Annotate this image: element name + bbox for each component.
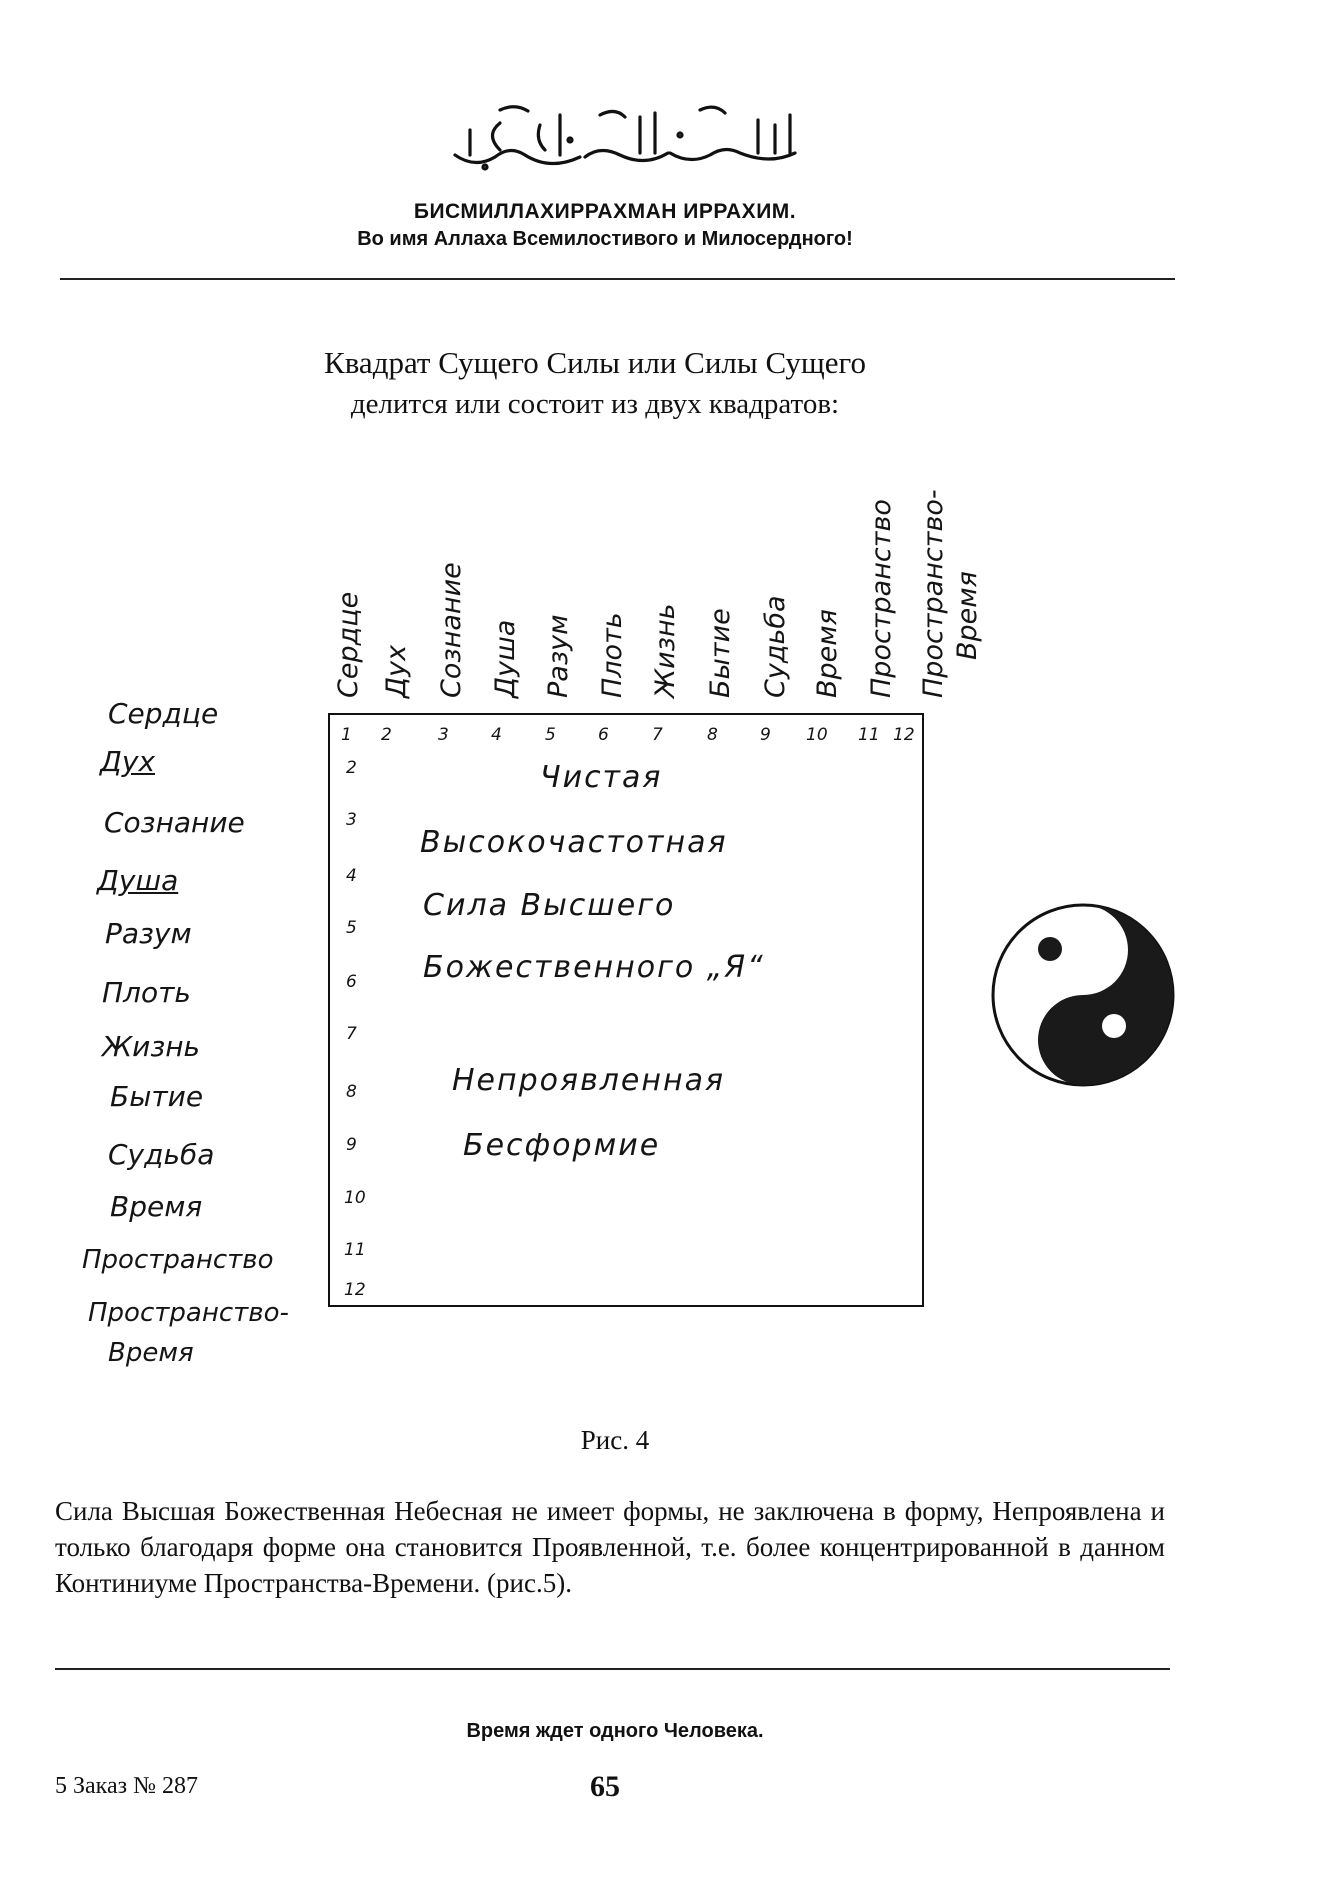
row-number: 7 bbox=[346, 1024, 357, 1044]
column-label: Дух bbox=[381, 644, 412, 698]
row-label: Время bbox=[108, 1338, 194, 1368]
row-number: 3 bbox=[346, 810, 357, 830]
header-divider bbox=[60, 278, 1175, 280]
column-label: Сознание bbox=[436, 562, 467, 698]
column-label: Пространство- bbox=[918, 489, 949, 698]
yin-yang-icon bbox=[990, 902, 1176, 1088]
column-number: 1 bbox=[341, 725, 352, 745]
column-label: Бытие bbox=[705, 608, 736, 698]
inner-text-line: Сила Высшего bbox=[423, 888, 676, 923]
row-number: 6 bbox=[346, 972, 357, 992]
column-number: 9 bbox=[760, 725, 771, 745]
column-label: Сердце bbox=[333, 591, 364, 698]
column-label: Судьба bbox=[760, 595, 791, 698]
column-label: Разум bbox=[543, 614, 574, 698]
footer-divider bbox=[55, 1668, 1170, 1670]
inner-text-line: Непроявленная bbox=[452, 1063, 726, 1098]
row-label: Душа bbox=[97, 864, 179, 897]
column-number: 11 bbox=[858, 725, 880, 745]
column-number: 3 bbox=[438, 725, 449, 745]
column-label: Жизнь bbox=[650, 603, 681, 698]
row-number: 10 bbox=[344, 1188, 366, 1208]
row-label: Время bbox=[110, 1190, 203, 1223]
row-number: 8 bbox=[346, 1082, 357, 1102]
column-number: 7 bbox=[652, 725, 663, 745]
row-number: 11 bbox=[344, 1240, 366, 1260]
column-number: 2 bbox=[381, 725, 392, 745]
force-square bbox=[328, 713, 924, 1307]
figure-title-line1: Квадрат Сущего Силы или Силы Сущего bbox=[324, 345, 866, 380]
row-label: Сознание bbox=[104, 806, 245, 839]
row-label: Жизнь bbox=[102, 1030, 201, 1063]
column-number: 8 bbox=[707, 725, 718, 745]
body-text: Сила Высшая Божественная Небесная не имеет формы, не заключена в форму, Непроявлена и только благодаря форме она становится Проявленной, т.е. более концентрированной в данном Континиуме Пространства-Времени. (рис.5). bbox=[55, 1496, 1165, 1598]
row-label: Плоть bbox=[102, 976, 191, 1009]
column-number: 6 bbox=[598, 725, 609, 745]
page-number: 65 bbox=[590, 1770, 620, 1803]
body-paragraph bbox=[55, 1493, 1165, 1601]
row-number: 4 bbox=[346, 866, 357, 886]
column-number: 5 bbox=[545, 725, 556, 745]
row-label: Пространство- bbox=[88, 1298, 289, 1328]
arabic-calligraphy-bismillah bbox=[440, 95, 810, 175]
row-number: 5 bbox=[346, 918, 357, 938]
footer-motto: Время ждет одного Человека. bbox=[466, 1720, 764, 1742]
row-number: 12 bbox=[344, 1280, 366, 1300]
column-label: Время bbox=[952, 571, 983, 660]
column-label: Время bbox=[812, 609, 843, 698]
column-label: Душа bbox=[490, 619, 521, 698]
inner-text-line: Бесформие bbox=[463, 1128, 661, 1163]
header-transliteration: БИСМИЛЛАХИРРАХМАН ИРРАХИМ. bbox=[413, 200, 797, 223]
inner-text-line: Чистая bbox=[540, 760, 663, 795]
column-number: 10 bbox=[806, 725, 828, 745]
column-label: Пространство bbox=[866, 499, 897, 698]
row-label: Судьба bbox=[108, 1138, 215, 1171]
figure-title-line2: делится или состоит из двух квадратов: bbox=[350, 388, 840, 420]
row-number: 9 bbox=[346, 1135, 357, 1155]
row-number: 2 bbox=[346, 758, 357, 778]
column-label: Плоть bbox=[597, 612, 628, 698]
row-label: Бытие bbox=[110, 1080, 204, 1113]
header-translation: Во имя Аллаха Всемилостивого и Милосердного! bbox=[357, 228, 853, 250]
row-label: Разум bbox=[105, 917, 192, 950]
column-number: 12 bbox=[893, 725, 915, 745]
row-label: Сердце bbox=[108, 697, 219, 730]
row-label: Пространство bbox=[82, 1245, 274, 1275]
print-order-number: 5 Заказ № 287 bbox=[55, 1773, 199, 1799]
inner-text-line: Божественного „Я“ bbox=[423, 950, 765, 985]
column-number: 4 bbox=[491, 725, 502, 745]
row-label: Дух bbox=[100, 745, 156, 778]
inner-text-line: Высокочастотная bbox=[420, 825, 728, 860]
figure-caption: Рис. 4 bbox=[580, 1425, 650, 1455]
